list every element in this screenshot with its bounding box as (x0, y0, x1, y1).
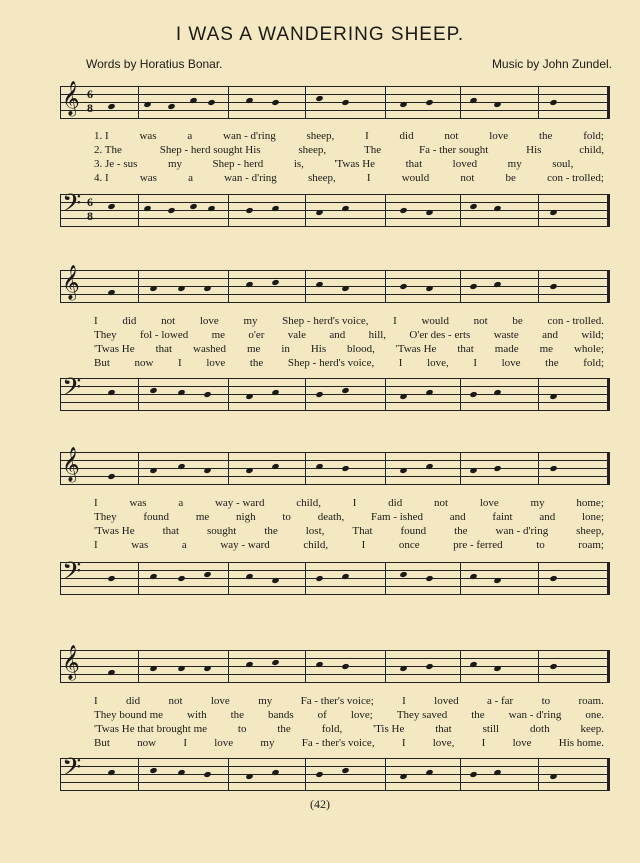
music-system-2 (60, 266, 610, 420)
verse-4-line: 4. I was a wan - d'ring sheep, I would not be con - trolled; (94, 172, 604, 184)
verse-2-line: They bound me with the bands of love; They saved the wan - d'ring one. (94, 709, 604, 721)
treble-staff (60, 646, 610, 682)
music-system-1 (60, 82, 610, 232)
bass-clef-icon: 𝄢 (62, 754, 82, 787)
lyrics-block (94, 496, 604, 552)
treble-clef-icon: 𝄞 (62, 266, 80, 299)
time-signature-bottom: 8 (87, 101, 93, 115)
bass-staff (60, 374, 610, 410)
treble-clef-icon: 𝄞 (62, 448, 80, 481)
music-system-3 (60, 448, 610, 602)
treble-clef-icon: 𝄞 (62, 82, 80, 115)
bass-staff (60, 754, 610, 790)
music-system-4 (60, 646, 610, 800)
lyrics-block (94, 129, 604, 185)
treble-clef-icon: 𝄞 (62, 646, 80, 679)
bass-clef-icon: 𝄢 (62, 558, 82, 591)
verse-3-line: 'Twas He that brought me to the fold, 'Tis He that still doth keep. (94, 723, 604, 735)
treble-staff (60, 82, 610, 118)
verse-1-line: I did not love my Shep - herd's voice, I would not be con - trolled. (94, 315, 604, 327)
lyrics-block (94, 314, 604, 370)
music-credit: Music by John Zundel. (491, 57, 612, 71)
verse-4-line: But now I love my Fa - ther's voice, I love, I love His home. (94, 737, 604, 749)
verse-1-line: I was a way - ward child, I did not love my home; (94, 497, 604, 509)
treble-staff (60, 266, 610, 302)
verse-3-line: 3. Je - sus my Shep - herd is, 'Twas He that loved my soul, (94, 158, 574, 170)
time-signature-top: 6 (87, 87, 93, 101)
hymn-title: I WAS A WANDERING SHEEP. (175, 24, 465, 45)
time-signature-top: 6 (87, 195, 93, 209)
bass-clef-icon: 𝄢 (62, 374, 82, 407)
bass-staff (60, 190, 610, 226)
verse-2-line: They fol - lowed me o'er vale and hill, O'er des - erts waste and wild; (94, 329, 604, 341)
verse-3-line: 'Twas He that sought the lost, That found the wan - d'ring sheep, (94, 525, 604, 537)
verse-2-line: They found me nigh to death, Fam - ished and faint and lone; (94, 511, 604, 523)
lyrics-block (94, 694, 604, 750)
bass-staff (60, 558, 610, 594)
verse-3-line: 'Twas He that washed me in His blood, 'Twas He that made me whole; (94, 343, 604, 355)
page-number: (42) (310, 797, 330, 811)
verse-1-line: I did not love my Fa - ther's voice; I loved a - far to roam. (94, 695, 604, 707)
time-signature-bottom: 8 (87, 209, 93, 223)
verse-2-line: 2. The Shep - herd sought His sheep, The Fa - ther sought His child, (94, 144, 604, 156)
words-credit: Words by Horatius Bonar. (86, 57, 223, 71)
verse-4-line: I was a way - ward child, I once pre - ferred to roam; (94, 539, 604, 551)
verse-4-line: But now I love the Shep - herd's voice, I love, I love the fold; (94, 357, 604, 369)
treble-staff (60, 448, 610, 484)
bass-clef-icon: 𝄢 (62, 190, 82, 223)
verse-1-line: 1. I was a wan - d'ring sheep, I did not love the fold; (94, 130, 604, 142)
